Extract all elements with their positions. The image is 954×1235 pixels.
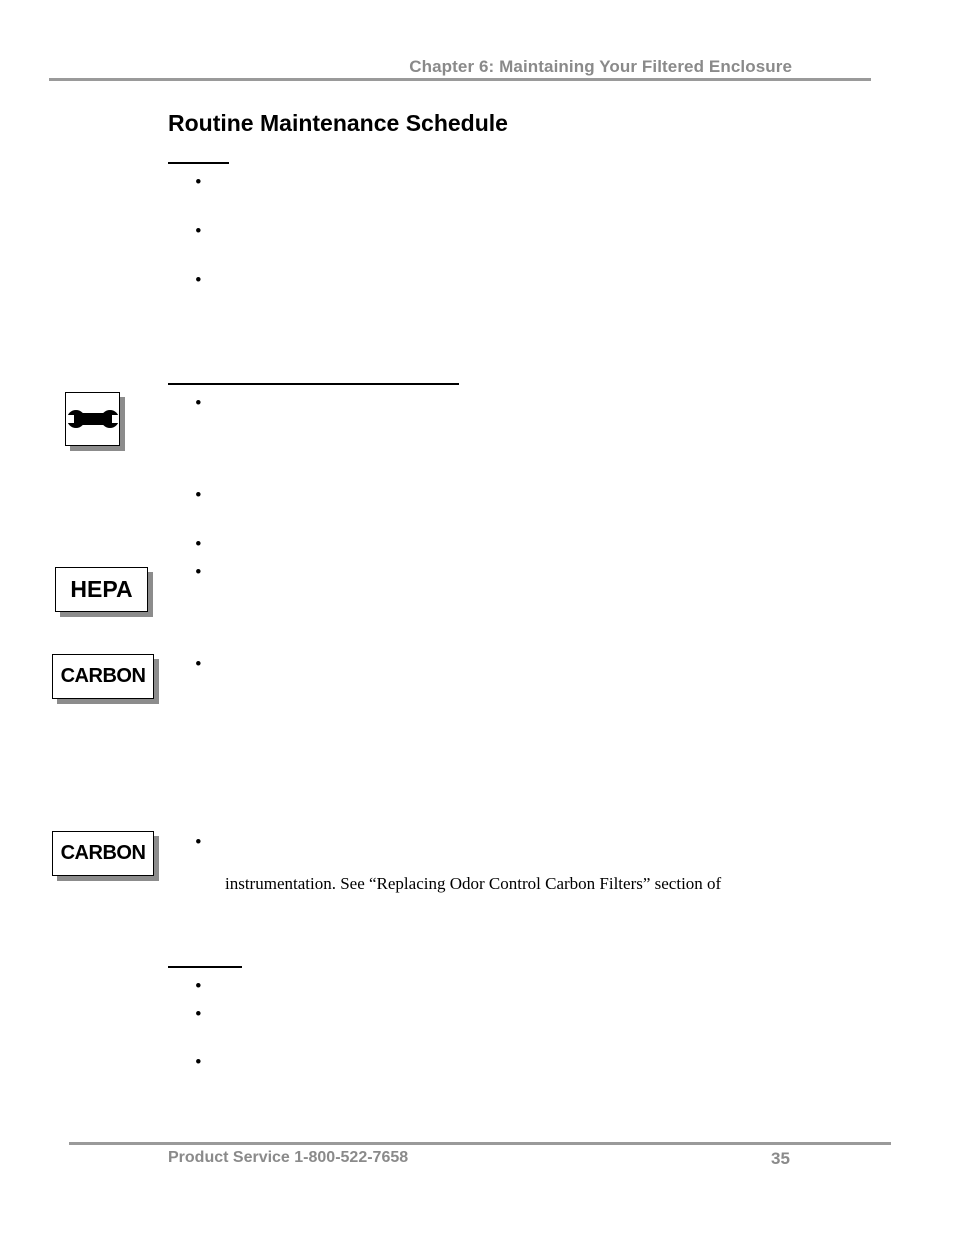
wrench-icon-graphic: [67, 404, 119, 434]
chapter-header: Chapter 6: Maintaining Your Filtered Enclosure: [409, 57, 792, 76]
bullet: •: [195, 270, 202, 291]
bullet: •: [195, 832, 202, 853]
hepa-filter-icon: HEPA: [55, 567, 148, 612]
carbon-filter-icon: CARBON: [52, 831, 154, 876]
section-heading-rule-2: [168, 383, 459, 385]
bullet: •: [195, 534, 202, 555]
bullet: •: [195, 1004, 202, 1025]
carbon-note-text: instrumentation. See “Replacing Odor Control Carbon Filters” section of: [225, 874, 722, 893]
page-title: Routine Maintenance Schedule: [168, 110, 508, 136]
bullet: •: [195, 976, 202, 997]
product-service-phone: Product Service 1-800-522-7658: [168, 1149, 409, 1166]
bullet: •: [195, 485, 202, 506]
bullet: •: [195, 562, 202, 583]
section-heading-rule-3: [168, 966, 242, 968]
bullet: •: [195, 172, 202, 193]
footer-rule: [69, 1142, 891, 1145]
bullet: •: [195, 393, 202, 414]
header-rule: [49, 78, 871, 81]
bullet: •: [195, 654, 202, 675]
page-number: 35: [771, 1149, 790, 1168]
carbon-filter-icon: CARBON: [52, 654, 154, 699]
bullet: •: [195, 1052, 202, 1073]
section-heading-rule-1: [168, 162, 229, 164]
wrench-icon: [65, 392, 120, 446]
bullet: •: [195, 221, 202, 242]
